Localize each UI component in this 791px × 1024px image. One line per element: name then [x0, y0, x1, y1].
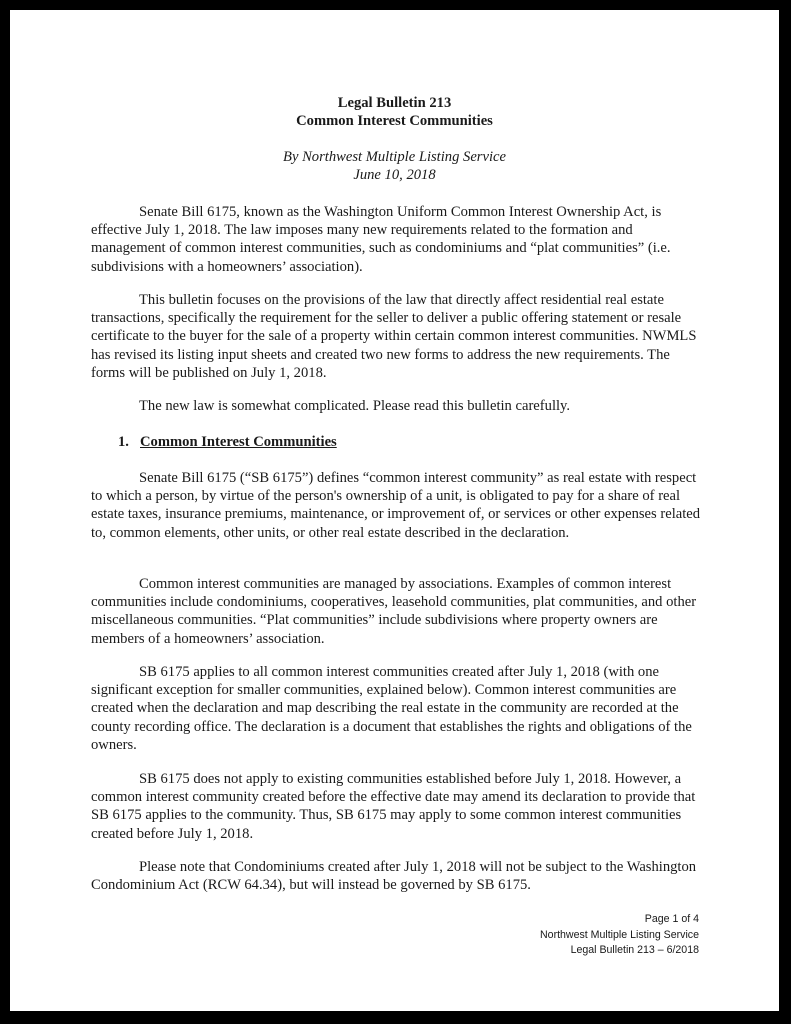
- footer-organization: Northwest Multiple Listing Service: [540, 928, 699, 941]
- document-page: [10, 10, 779, 1011]
- page-number: Page 1 of 4: [644, 913, 699, 925]
- document-date: June 10, 2018: [353, 167, 436, 183]
- section-paragraph: SB 6175 does not apply to existing communities established before July 1, 2018. However, a common interest community created before the effective date may amend its declaration to provide that SB 6175 applies to the community. Thus, SB 6175 may apply to some common interest communities created before July 1, 2018.: [91, 771, 696, 842]
- document-title: Legal Bulletin 213: [337, 95, 452, 111]
- intro-paragraph: The new law is somewhat complicated. Please read this bulletin carefully.: [139, 398, 571, 414]
- document-byline: By Northwest Multiple Listing Service: [283, 149, 506, 165]
- section-title: Common Interest Communities: [140, 434, 337, 450]
- section-heading: [118, 433, 337, 451]
- section-paragraph: Common interest communities are managed by associations. Examples of common interest communities include condominiums, cooperatives, leasehold communities, plat communities, and other miscellaneous communities. “Plat communities” include subdivisions where property owners are members of a homeowners’ association.: [91, 576, 697, 647]
- footer-reference: Legal Bulletin 213 – 6/2018: [570, 944, 699, 956]
- document-subtitle: Common Interest Communities: [296, 113, 493, 129]
- section-paragraph: SB 6175 applies to all common interest communities created after July 1, 2018 (with one significant exception for smaller communities, explained below). Common interest communities are created when the declaration and map describing the real estate in the community are recorded at the county recording office. The declaration is a document that establishes the rights and obligations of the owners.: [91, 664, 692, 753]
- intro-paragraph: This bulletin focuses on the provisions of the law that directly affect residential real estate transactions, specifically the requirement for the seller to deliver a public offering statement or resale certificate to the buyer for the sale of a property within certain common interest communities. NWMLS has revised its listing input sheets and created two new forms to address the new requirements. The forms will be published on July 1, 2018.: [91, 292, 697, 381]
- section-number: 1.: [118, 434, 129, 450]
- page-footer: [540, 912, 699, 959]
- intro-paragraph: Senate Bill 6175, known as the Washington Uniform Common Interest Ownership Act, is effective July 1, 2018. The law imposes many new requirements related to the formation and management of common interest communities, such as condominiums and “plat communities” (i.e. subdivisions with a homeowners’ association).: [91, 204, 671, 275]
- section-paragraph: Please note that Condominiums created after July 1, 2018 will not be subject to the Washington Condominium Act (RCW 64.34), but will instead be governed by SB 6175.: [91, 859, 697, 894]
- section-paragraph: Senate Bill 6175 (“SB 6175”) defines “common interest community” as real estate with respect to which a person, by virtue of the person's ownership of a unit, is obligated to pay for a share of real estate taxes, insurance premiums, maintenance, or improvement of, or services or other expenses related to, common elements, other units, or other real estate described in the declaration.: [91, 470, 701, 541]
